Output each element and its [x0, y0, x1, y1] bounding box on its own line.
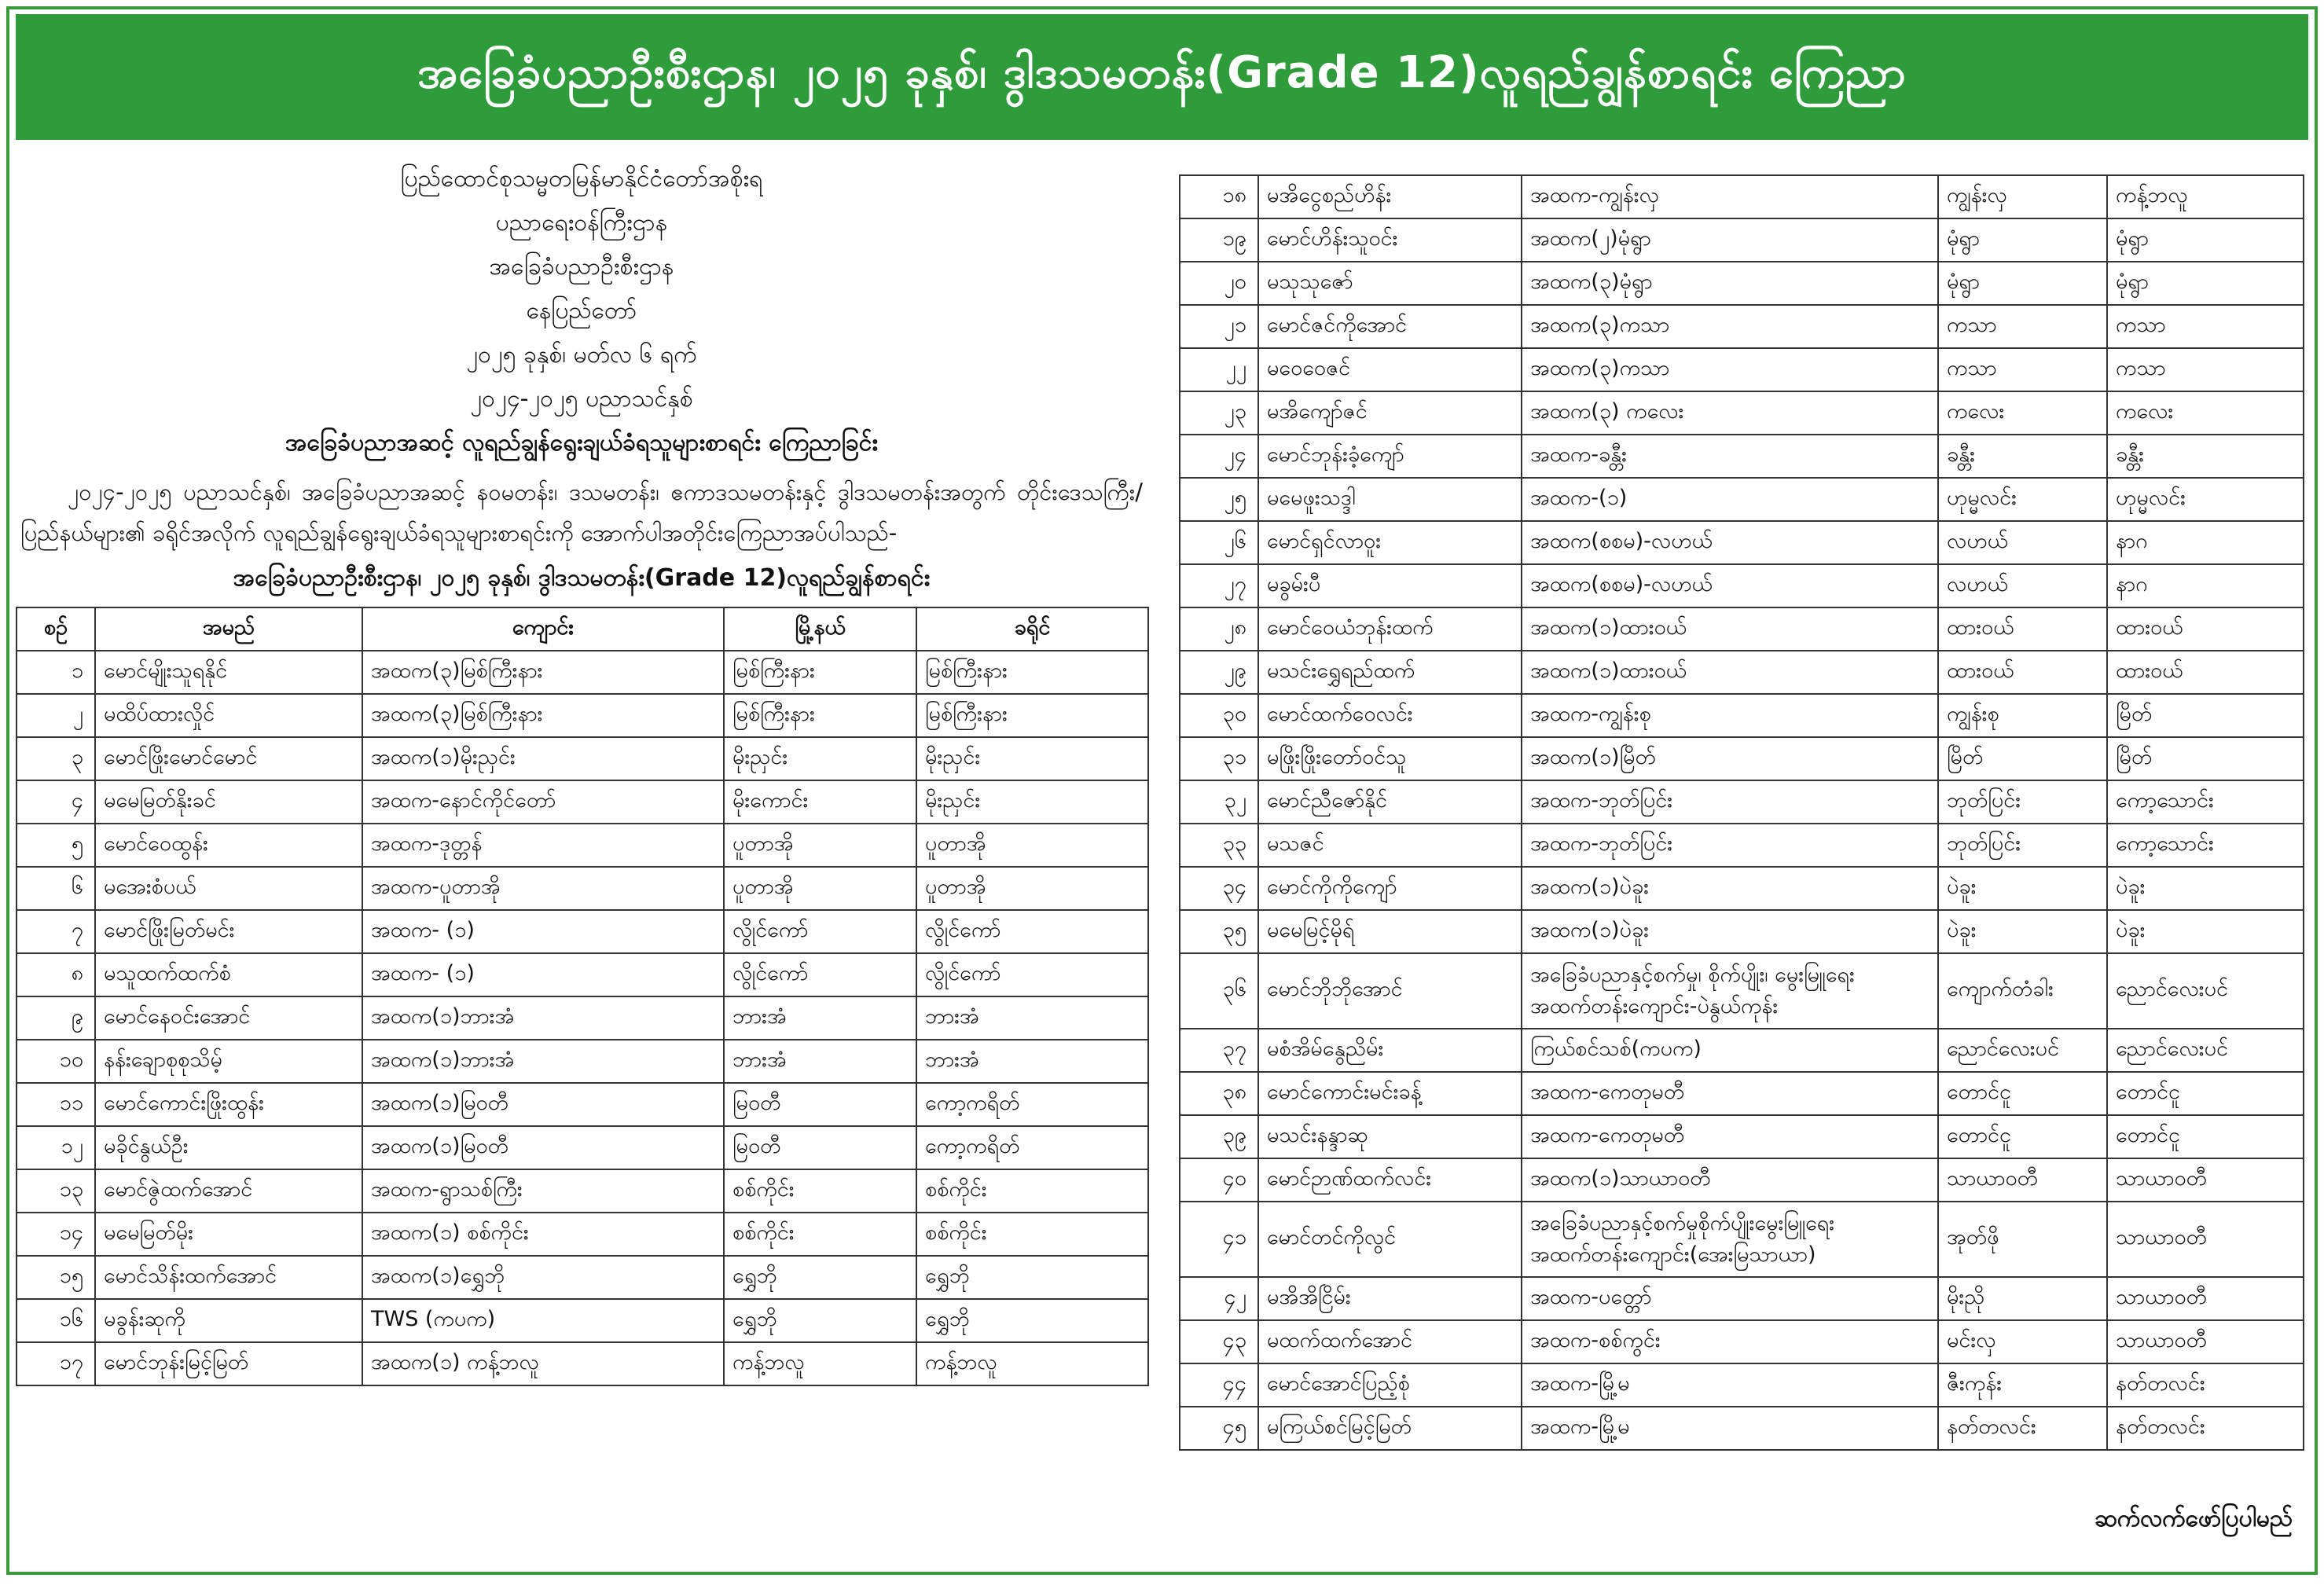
cell-township: ထားဝယ်	[1938, 651, 2107, 694]
cell-no: ၃၈	[1180, 1072, 1258, 1115]
cell-school: အခြေခံပညာနှင့်စက်မှု၊ စိုက်ပျိုး၊ မွေးမြူရေးအထက်တန်းကျောင်း-ပဲနွယ်ကုန်း	[1522, 953, 1938, 1029]
column-header-township: မြို့နယ်	[724, 607, 916, 651]
cell-school: အထက(၁)ဘားအံ	[362, 996, 724, 1040]
cell-township: ဇီးကုန်း	[1938, 1363, 2107, 1407]
cell-no: ၂၁	[1180, 305, 1258, 348]
cell-township: ခန္တီး	[1938, 435, 2107, 478]
announcement-heading: အခြေခံပညာအဆင့် လူရည်ချွန်ရွေးချယ်ခံရသူများစာရင်း ကြေညာခြင်း	[285, 429, 879, 457]
government-line: ပြည်ထောင်စုသမ္မတမြန်မာနိုင်ငံတော်အစိုးရ	[400, 165, 763, 193]
table-row	[1180, 564, 2304, 607]
cell-no: ၁၂	[17, 1126, 95, 1169]
results-table-left	[16, 607, 1149, 1386]
cell-district: တောင်ငူ	[2107, 1072, 2304, 1115]
cell-district: ကလေး	[2107, 391, 2304, 435]
cell-no: ၆	[17, 867, 95, 910]
cell-district: လွိုင်ကော်	[916, 953, 1148, 996]
cell-school: အထက-ဒုတ္တန်	[362, 824, 724, 867]
cell-township: ရွှေဘို	[724, 1299, 916, 1342]
cell-school: အထက(၃)မြစ်ကြီးနား	[362, 694, 724, 737]
cell-school: အထက(၁) စစ်ကိုင်း	[362, 1213, 724, 1256]
cell-school: အထက-ပူတာအို	[362, 867, 724, 910]
cell-district: ရွှေဘို	[916, 1299, 1148, 1342]
column-header-no: စဉ်	[17, 607, 95, 651]
cell-township: မိုးကောင်း	[724, 780, 916, 824]
table-header-row	[17, 607, 1148, 651]
table-row	[1180, 694, 2304, 737]
column-header-district: ခရိုင်	[916, 607, 1148, 651]
cell-name: မအိအိငြိမ်း	[1258, 1277, 1522, 1320]
table-row	[1180, 651, 2304, 694]
column-header-school: ကျောင်း	[362, 607, 724, 651]
cell-no: ၉	[17, 996, 95, 1040]
cell-township: ထားဝယ်	[1938, 607, 2107, 651]
cell-no: ၇	[17, 910, 95, 953]
cell-district: စစ်ကိုင်း	[916, 1169, 1148, 1213]
cell-no: ၂၇	[1180, 564, 1258, 607]
cell-school: အထက(၃)မုံရွာ	[1522, 262, 1938, 305]
cell-township: လွိုင်ကော်	[724, 953, 916, 996]
table-row	[1180, 262, 2304, 305]
cell-district: နာဂ	[2107, 564, 2304, 607]
table-row	[17, 1040, 1148, 1083]
intro-paragraph: ၂၀၂၄-၂၀၂၅ ပညာသင်နှစ်၊ အခြေခံပညာအဆင့် နဝမတန်း၊ ဒသမတန်း၊ ဧကာဒသမတန်းနှင့် ဒွါဒသမတန်းအတွက် တိုင်းဒေသကြီး/ပြည်နယ်များ၏ ခရိုင်အလိုက် လူရည်ချွန်ရွေးချယ်ခံရသူများစာရင်းကို အောက်ပါအတိုင်းကြေညာအပ်ပါသည်-	[20, 479, 1143, 546]
table-row	[1180, 607, 2304, 651]
cell-name: မအိကျော်ဇင်	[1258, 391, 1522, 435]
cell-school: အထက(၁)မြဝတီ	[362, 1126, 724, 1169]
cell-district: ကသာ	[2107, 348, 2304, 391]
cell-township: နတ်တလင်း	[1938, 1407, 2107, 1450]
cell-name: မခိုင်နွယ်ဦး	[95, 1126, 362, 1169]
cell-township: ကျွန်းစု	[1938, 694, 2107, 737]
cell-name: မောင်မျိုးသူရနိုင်	[95, 651, 362, 694]
continued-note: ဆက်လက်ဖော်ပြပါမည်	[2094, 1505, 2293, 1532]
cell-township: တောင်ငူ	[1938, 1115, 2107, 1158]
cell-school: အထက-ပတ္တော်	[1522, 1277, 1938, 1320]
table-row	[1180, 1158, 2304, 1202]
cell-school: အထက-ဘုတ်ပြင်း	[1522, 824, 1938, 867]
cell-district: ကန့်ဘလူ	[2107, 175, 2304, 218]
cell-township: ရွှေဘို	[724, 1256, 916, 1299]
table-row	[1180, 1320, 2304, 1363]
table-row	[1180, 478, 2304, 521]
cell-no: ၃	[17, 737, 95, 780]
column-header-name: အမည်	[95, 607, 362, 651]
cell-name: မောင်အောင်ပြည့်စုံ	[1258, 1363, 1522, 1407]
cell-district: ပဲခူး	[2107, 867, 2304, 910]
left-column	[16, 157, 1147, 1386]
table-row	[1180, 824, 2304, 867]
cell-township: စစ်ကိုင်း	[724, 1213, 916, 1256]
cell-name: မအေးစံပယ်	[95, 867, 362, 910]
cell-school: အခြေခံပညာနှင့်စက်မှုစိုက်ပျိုးမွေးမြူရေးအထက်တန်းကျောင်း(အေးမြသာယာ)	[1522, 1202, 1938, 1277]
cell-no: ၈	[17, 953, 95, 996]
table-row	[17, 1299, 1148, 1342]
cell-name: မမေမြတ်မိုး	[95, 1213, 362, 1256]
cell-name: မောင်ဖြိုးမောင်မောင်	[95, 737, 362, 780]
cell-name: မောင်ဇွဲထက်အောင်	[95, 1169, 362, 1213]
cell-school: အထက(၁)ပဲခူး	[1522, 910, 1938, 953]
cell-township: လဟယ်	[1938, 564, 2107, 607]
cell-name: မောင်ဖြိုးမြတ်မင်း	[95, 910, 362, 953]
page-title-banner	[16, 14, 2308, 140]
cell-district: ဘားအံ	[916, 996, 1148, 1040]
table-row	[1180, 521, 2304, 564]
table-row	[17, 996, 1148, 1040]
cell-district: ဟုမ္မလင်း	[2107, 478, 2304, 521]
cell-school: အထက-(၁)	[1522, 478, 1938, 521]
table-row	[17, 1169, 1148, 1213]
cell-township: မြဝတီ	[724, 1126, 916, 1169]
cell-school: အထက(၁)ထားဝယ်	[1522, 651, 1938, 694]
cell-district: သာယာဝတီ	[2107, 1202, 2304, 1277]
cell-no: ၁၆	[17, 1299, 95, 1342]
cell-name: မမေမြတ်နိုးခင်	[95, 780, 362, 824]
cell-district: နတ်တလင်း	[2107, 1363, 2304, 1407]
cell-school: အထက(၁)မိုးညှင်း	[362, 737, 724, 780]
cell-township: မြိတ်	[1938, 737, 2107, 780]
cell-name: မသင်းရွှေရည်ထက်	[1258, 651, 1522, 694]
cell-school: အထက-ကေတုမတီ	[1522, 1072, 1938, 1115]
cell-no: ၂၈	[1180, 607, 1258, 651]
cell-district: မြိတ်	[2107, 737, 2304, 780]
table-row	[17, 1126, 1148, 1169]
cell-district: ထားဝယ်	[2107, 651, 2304, 694]
cell-name: မသဇင်	[1258, 824, 1522, 867]
cell-district: တောင်ငူ	[2107, 1115, 2304, 1158]
cell-school: အထက(၁)ပဲခူး	[1522, 867, 1938, 910]
cell-township: မြစ်ကြီးနား	[724, 694, 916, 737]
cell-no: ၃၉	[1180, 1115, 1258, 1158]
table-row	[17, 651, 1148, 694]
cell-township: မင်းလှ	[1938, 1320, 2107, 1363]
cell-school: အထက-ကျွန်းလှ	[1522, 175, 1938, 218]
cell-no: ၁၄	[17, 1213, 95, 1256]
table-row	[1180, 435, 2304, 478]
cell-no: ၂၄	[1180, 435, 1258, 478]
cell-no: ၂၅	[1180, 478, 1258, 521]
table-row	[1180, 1407, 2304, 1450]
cell-township: လဟယ်	[1938, 521, 2107, 564]
cell-school: အထက(၁)မြဝတီ	[362, 1083, 724, 1126]
cell-name: မောင်တင်ကိုလွင်	[1258, 1202, 1522, 1277]
ministry-line: ပညာရေးဝန်ကြီးဌာန	[495, 209, 668, 237]
cell-name: မောင်ကောင်းမင်းခန့်	[1258, 1072, 1522, 1115]
cell-no: ၁၅	[17, 1256, 95, 1299]
cell-township: ကျောက်တံခါး	[1938, 953, 2107, 1029]
table-row	[1180, 218, 2304, 262]
cell-name: မောင်ကောင်းဖြိုးထွန်း	[95, 1083, 362, 1126]
cell-school: အထက(၂)မုံရွာ	[1522, 218, 1938, 262]
cell-school: အထက(၁)ဘားအံ	[362, 1040, 724, 1083]
cell-name: မခွန်းဆုကို	[95, 1299, 362, 1342]
cell-no: ၂၆	[1180, 521, 1258, 564]
cell-district: မုံရွာ	[2107, 218, 2304, 262]
results-table-right	[1179, 174, 2304, 1451]
cell-township: ညောင်လေးပင်	[1938, 1029, 2107, 1072]
table-row	[17, 1083, 1148, 1126]
table-row	[17, 1256, 1148, 1299]
table-row	[1180, 1115, 2304, 1158]
cell-no: ၂	[17, 694, 95, 737]
table-row	[1180, 867, 2304, 910]
cell-no: ၂၀	[1180, 262, 1258, 305]
cell-township: ပူတာအို	[724, 824, 916, 867]
cell-name: မဝေဝေဇင်	[1258, 348, 1522, 391]
cell-school: အထက(စစမ)-လဟယ်	[1522, 564, 1938, 607]
cell-no: ၃၄	[1180, 867, 1258, 910]
cell-township: လွိုင်ကော်	[724, 910, 916, 953]
cell-name: မသင်းနန္ဒာဆု	[1258, 1115, 1522, 1158]
cell-district: မြစ်ကြီးနား	[916, 694, 1148, 737]
table-body-left	[17, 651, 1148, 1385]
cell-no: ၁၃	[17, 1169, 95, 1213]
cell-township: ပူတာအို	[724, 867, 916, 910]
cell-name: မောင်ညီဇော်နိုင်	[1258, 780, 1522, 824]
cell-township: ဘားအံ	[724, 996, 916, 1040]
cell-district: နတ်တလင်း	[2107, 1407, 2304, 1450]
cell-district: နာဂ	[2107, 521, 2304, 564]
cell-district: မိုးညှင်း	[916, 737, 1148, 780]
cell-no: ၂၉	[1180, 651, 1258, 694]
cell-no: ၁၇	[17, 1342, 95, 1385]
cell-district: မြစ်ကြီးနား	[916, 651, 1148, 694]
cell-school: အထက(၁)သာယာဝတီ	[1522, 1158, 1938, 1202]
cell-district: ညောင်လေးပင်	[2107, 1029, 2304, 1072]
cell-name: မသူထက်ထက်စံ	[95, 953, 362, 996]
table-row	[17, 824, 1148, 867]
cell-township: ဘုတ်ပြင်း	[1938, 780, 2107, 824]
cell-township: ကန့်ဘလူ	[724, 1342, 916, 1385]
cell-township: ဘားအံ	[724, 1040, 916, 1083]
cell-no: ၃၁	[1180, 737, 1258, 780]
table-row	[17, 1342, 1148, 1385]
page-title: အခြေခံပညာဦးစီးဌာန၊ ၂၀၂၅ ခုနှစ်၊ ဒွါဒသမတန်း(Grade 12)လူရည်ချွန်စာရင်း ကြေညာ	[417, 47, 1907, 98]
cell-no: ၁	[17, 651, 95, 694]
table-row	[17, 910, 1148, 953]
table-row	[1180, 348, 2304, 391]
cell-no: ၂၃	[1180, 391, 1258, 435]
table-row	[1180, 1029, 2304, 1072]
date-line: ၂၀၂၅ ခုနှစ်၊ မတ်လ ၆ ရက်	[466, 341, 697, 369]
table-row	[1180, 953, 2304, 1029]
cell-name: မထက်ထက်အောင်	[1258, 1320, 1522, 1363]
cell-district: စစ်ကိုင်း	[916, 1213, 1148, 1256]
cell-district: သာယာဝတီ	[2107, 1277, 2304, 1320]
cell-district: ညောင်လေးပင်	[2107, 953, 2304, 1029]
table-row	[1180, 305, 2304, 348]
cell-no: ၃၃	[1180, 824, 1258, 867]
cell-no: ၃၅	[1180, 910, 1258, 953]
cell-district: ကော့ကရိတ်	[916, 1126, 1148, 1169]
cell-name: မသုသုဇော်	[1258, 262, 1522, 305]
cell-name: မောင်ဉာဏ်ထက်လင်း	[1258, 1158, 1522, 1202]
table-row	[1180, 910, 2304, 953]
cell-name: မောင်ဇင်ကိုအောင်	[1258, 305, 1522, 348]
cell-school: အထက-နောင်ကိုင်တော်	[362, 780, 724, 824]
table-row	[17, 953, 1148, 996]
cell-school: အထက(၁)ရွှေဘို	[362, 1256, 724, 1299]
cell-name: မကြယ်စင်မြင့်မြတ်	[1258, 1407, 1522, 1450]
cell-school: အထက(၁) ကန့်ဘလူ	[362, 1342, 724, 1385]
cell-school: အထက-ဘုတ်ပြင်း	[1522, 780, 1938, 824]
cell-township: ပဲခူး	[1938, 867, 2107, 910]
cell-school: အထက(၁)မြိတ်	[1522, 737, 1938, 780]
cell-no: ၁၉	[1180, 218, 1258, 262]
cell-name: နန်းချောစုစုသိမ့်	[95, 1040, 362, 1083]
cell-school: အထက-ကျွန်းစု	[1522, 694, 1938, 737]
table-row	[1180, 780, 2304, 824]
table-row	[17, 867, 1148, 910]
cell-school: အထက(၃)ကသာ	[1522, 305, 1938, 348]
cell-district: ဘားအံ	[916, 1040, 1148, 1083]
cell-name: မောင်နေဝင်းအောင်	[95, 996, 362, 1040]
cell-school: အထက-ကေတုမတီ	[1522, 1115, 1938, 1158]
cell-no: ၁၁	[17, 1083, 95, 1126]
table-row	[17, 1213, 1148, 1256]
cell-school: အထက- (၁)	[362, 953, 724, 996]
cell-name: မောင်ဝေထွန်း	[95, 824, 362, 867]
cell-school: အထက(၃)ကသာ	[1522, 348, 1938, 391]
cell-district: မိုးညှင်း	[916, 780, 1148, 824]
cell-school: အထက-မြို့မ	[1522, 1407, 1938, 1450]
cell-name: မောင်ဝေယံဘုန်းထက်	[1258, 607, 1522, 651]
cell-name: မအိငွေစည်ဟိန်း	[1258, 175, 1522, 218]
list-title: အခြေခံပညာဦးစီးဌာန၊ ၂၀၂၅ ခုနှစ်၊ ဒွါဒသမတန်း(Grade 12)လူရည်ချွန်စာရင်း	[233, 564, 931, 592]
cell-no: ၄၁	[1180, 1202, 1258, 1277]
cell-township: စစ်ကိုင်း	[724, 1169, 916, 1213]
cell-name: မမေမြင့်မိုရ်	[1258, 910, 1522, 953]
cell-township: အုတ်ဖို	[1938, 1202, 2107, 1277]
table-row	[17, 780, 1148, 824]
cell-no: ၄၄	[1180, 1363, 1258, 1407]
cell-district: သာယာဝတီ	[2107, 1320, 2304, 1363]
cell-township: ကျွန်းလှ	[1938, 175, 2107, 218]
cell-school: ကြယ်စင်သစ်(ကပက)	[1522, 1029, 1938, 1072]
cell-name: မခွမ်းပီ	[1258, 564, 1522, 607]
cell-township: တောင်ငူ	[1938, 1072, 2107, 1115]
cell-no: ၄၃	[1180, 1320, 1258, 1363]
table-row	[1180, 1277, 2304, 1320]
table-row	[1180, 175, 2304, 218]
cell-district: ကော့သောင်း	[2107, 780, 2304, 824]
location-line: နေပြည်တော်	[526, 297, 637, 325]
cell-school: အထက(၁)ထားဝယ်	[1522, 607, 1938, 651]
cell-school: အထက-ခန္တီး	[1522, 435, 1938, 478]
cell-township: သာယာဝတီ	[1938, 1158, 2107, 1202]
cell-township: မြဝတီ	[724, 1083, 916, 1126]
cell-district: မြိတ်	[2107, 694, 2304, 737]
cell-district: သာယာဝတီ	[2107, 1158, 2304, 1202]
cell-district: မုံရွာ	[2107, 262, 2304, 305]
cell-township: မိုးညှင်း	[724, 737, 916, 780]
cell-township: ဘုတ်ပြင်း	[1938, 824, 2107, 867]
cell-no: ၃၆	[1180, 953, 1258, 1029]
cell-name: မောင်ထက်ဝေလင်း	[1258, 694, 1522, 737]
cell-district: ထားဝယ်	[2107, 607, 2304, 651]
cell-township: ကသာ	[1938, 305, 2107, 348]
cell-district: ကသာ	[2107, 305, 2304, 348]
cell-name: မဖြိုးဖြိုးတော်ဝင်သူ	[1258, 737, 1522, 780]
cell-name: မောင်ဘိုဘိုအောင်	[1258, 953, 1522, 1029]
cell-name: မောင်ရှင်လာဝူး	[1258, 521, 1522, 564]
table-row	[1180, 1363, 2304, 1407]
cell-name: မောင်ဘုန်းမြင့်မြတ်	[95, 1342, 362, 1385]
cell-district: ခန္တီး	[2107, 435, 2304, 478]
cell-township: မြစ်ကြီးနား	[724, 651, 916, 694]
cell-district: ကန့်ဘလူ	[916, 1342, 1148, 1385]
table-row	[1180, 1072, 2304, 1115]
cell-district: လွိုင်ကော်	[916, 910, 1148, 953]
cell-district: ပူတာအို	[916, 824, 1148, 867]
cell-school: အထက(၃) ကလေး	[1522, 391, 1938, 435]
cell-no: ၅	[17, 824, 95, 867]
table-row	[17, 737, 1148, 780]
cell-township: မိုးညို	[1938, 1277, 2107, 1320]
cell-district: ကော့သောင်း	[2107, 824, 2304, 867]
cell-school: အထက- (၁)	[362, 910, 724, 953]
cell-township: ကလေး	[1938, 391, 2107, 435]
cell-no: ၄၂	[1180, 1277, 1258, 1320]
cell-school: အထက-မြို့မ	[1522, 1363, 1938, 1407]
table-row	[17, 694, 1148, 737]
cell-no: ၄၅	[1180, 1407, 1258, 1450]
cell-name: မောင်ကိုကိုကျော်	[1258, 867, 1522, 910]
cell-no: ၄	[17, 780, 95, 824]
cell-no: ၁၀	[17, 1040, 95, 1083]
cell-name: မောင်သိန်းထက်အောင်	[95, 1256, 362, 1299]
cell-name: မထိပ်ထားလှိုင်	[95, 694, 362, 737]
cell-township: ဟုမ္မလင်း	[1938, 478, 2107, 521]
cell-township: မုံရွာ	[1938, 262, 2107, 305]
cell-name: မောင်ဘုန်းခံ့ကျော်	[1258, 435, 1522, 478]
cell-school: အထက(စစမ)-လဟယ်	[1522, 521, 1938, 564]
table-row	[1180, 1202, 2304, 1277]
cell-township: ကသာ	[1938, 348, 2107, 391]
cell-district: ကော့ကရိတ်	[916, 1083, 1148, 1126]
table-row	[1180, 391, 2304, 435]
cell-no: ၂၂	[1180, 348, 1258, 391]
cell-no: ၃၀	[1180, 694, 1258, 737]
cell-no: ၃၂	[1180, 780, 1258, 824]
cell-no: ၁၈	[1180, 175, 1258, 218]
academic-year-line: ၂၀၂၄-၂၀၂၅ ပညာသင်နှစ်	[470, 385, 693, 413]
cell-township: မုံရွာ	[1938, 218, 2107, 262]
table-body-right	[1180, 175, 2304, 1450]
cell-district: ပူတာအို	[916, 867, 1148, 910]
department-line: အခြေခံပညာဦးစီးဌာန	[489, 253, 674, 281]
table-row	[1180, 737, 2304, 780]
cell-name: မမေဖူးသဒ္ဒါ	[1258, 478, 1522, 521]
cell-district: ရွှေဘို	[916, 1256, 1148, 1299]
cell-school: အထက-စစ်ကွင်း	[1522, 1320, 1938, 1363]
cell-school: အထက(၃)မြစ်ကြီးနား	[362, 651, 724, 694]
cell-name: မစံအိမ်နွေညိမ်း	[1258, 1029, 1522, 1072]
cell-township: ပဲခူး	[1938, 910, 2107, 953]
cell-school: အထက-ရွာသစ်ကြီး	[362, 1169, 724, 1213]
cell-district: ပဲခူး	[2107, 910, 2304, 953]
cell-school: TWS (ကပက)	[362, 1299, 724, 1342]
cell-name: မောင်ဟိန်းသူဝင်း	[1258, 218, 1522, 262]
cell-no: ၄၀	[1180, 1158, 1258, 1202]
cell-no: ၃၇	[1180, 1029, 1258, 1072]
